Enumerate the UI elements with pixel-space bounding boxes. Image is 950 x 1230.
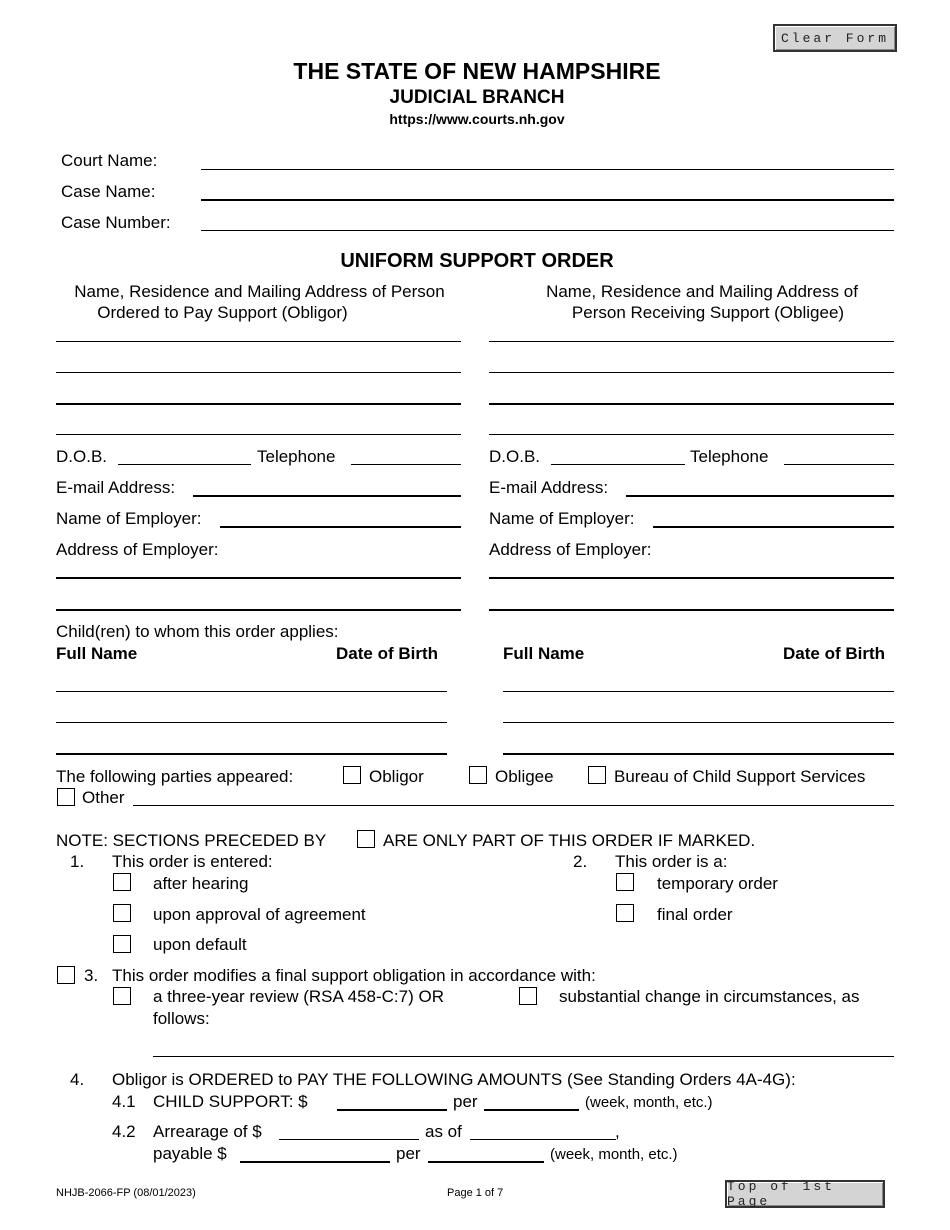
arrearage-label: Arrearage of $ <box>153 1122 262 1141</box>
case-number-label: Case Number: <box>61 213 171 232</box>
children-dob-header: Date of Birth <box>336 644 438 663</box>
note-text: NOTE: SECTIONS PRECEDED BY <box>56 831 327 850</box>
obligor-telephone-label: Telephone <box>257 447 336 466</box>
other-appeared-label: Other <box>82 788 125 807</box>
child-line[interactable] <box>56 722 447 723</box>
other-appeared-field[interactable] <box>133 805 894 806</box>
child-line[interactable] <box>56 691 447 692</box>
obligor-email-label: E-mail Address: <box>56 478 176 497</box>
payable-label: payable $ <box>153 1144 227 1163</box>
child-line[interactable] <box>503 753 894 755</box>
obligor-dob-label: D.O.B. <box>56 447 108 466</box>
form-title: UNIFORM SUPPORT ORDER <box>340 250 614 272</box>
case-number-field[interactable] <box>201 230 894 231</box>
child-support-label: CHILD SUPPORT: $ <box>153 1092 308 1111</box>
approval-agreement-label: upon approval of agreement <box>153 905 366 924</box>
obligor-employer-label: Name of Employer: <box>56 509 202 528</box>
section-3-number: 3. <box>84 966 99 985</box>
obligee-heading: Name, Residence and Mailing Address of <box>546 282 858 301</box>
section-1-title: This order is entered: <box>112 852 273 871</box>
obligee-employer-field[interactable] <box>653 526 894 528</box>
obligor-address-line[interactable] <box>56 434 461 435</box>
final-order-checkbox[interactable] <box>616 904 634 922</box>
obligor-appeared-checkbox[interactable] <box>343 766 361 784</box>
three-year-review-label: a three-year review (RSA 458-C:7) OR <box>153 987 444 1006</box>
appeared-label: The following parties appeared: <box>56 767 294 786</box>
form-id: NHJB-2066-FP (08/01/2023) <box>56 1187 196 1199</box>
note-checkbox-sample-icon <box>357 830 375 848</box>
clear-form-button[interactable]: Clear Form <box>773 24 897 52</box>
child-support-period-hint: (week, month, etc.) <box>585 1094 713 1111</box>
substantial-change-label: substantial change in circumstances, as <box>559 987 860 1006</box>
obligee-appeared-checkbox[interactable] <box>469 766 487 784</box>
payable-period-hint: (week, month, etc.) <box>550 1146 678 1163</box>
three-year-review-label-cont: follows: <box>153 1009 210 1028</box>
obligor-email-field[interactable] <box>193 495 461 497</box>
case-name-field[interactable] <box>201 199 894 201</box>
arrearage-amount-field[interactable] <box>279 1139 419 1140</box>
children-intro: Child(ren) to whom this order applies: <box>56 622 339 641</box>
obligee-address-line[interactable] <box>489 372 894 373</box>
payable-amount-field[interactable] <box>240 1161 390 1163</box>
obligee-email-field[interactable] <box>626 495 894 497</box>
court-url[interactable]: https://www.courts.nh.gov <box>389 111 565 127</box>
obligor-address-line[interactable] <box>56 372 461 373</box>
upon-default-checkbox[interactable] <box>113 935 131 953</box>
section-3-title: This order modifies a final support obligation in accordance with: <box>112 966 596 985</box>
obligee-employer-address-line[interactable] <box>489 577 894 579</box>
section-4-number: 4. <box>70 1070 85 1089</box>
obligee-employer-address-line[interactable] <box>489 609 894 611</box>
payable-per-label: per <box>396 1144 421 1163</box>
arrearage-as-of-label: as of <box>425 1122 462 1141</box>
child-support-amount-field[interactable] <box>337 1109 447 1111</box>
obligor-employer-address-label: Address of Employer: <box>56 540 219 559</box>
branch-title: JUDICIAL BRANCH <box>389 87 565 108</box>
obligor-address-line[interactable] <box>56 341 461 342</box>
obligee-address-line[interactable] <box>489 434 894 435</box>
obligee-address-line[interactable] <box>489 403 894 405</box>
section-3-checkbox[interactable] <box>57 966 75 984</box>
children-dob-header: Date of Birth <box>783 644 885 663</box>
obligee-telephone-field[interactable] <box>784 464 894 465</box>
obligor-employer-address-line[interactable] <box>56 577 461 579</box>
note-text-after: ARE ONLY PART OF THIS ORDER IF MARKED. <box>383 831 756 850</box>
obligor-appeared-label: Obligor <box>369 767 424 786</box>
after-hearing-label: after hearing <box>153 874 249 893</box>
approval-agreement-checkbox[interactable] <box>113 904 131 922</box>
children-full-name-header: Full Name <box>56 644 138 663</box>
obligee-employer-label: Name of Employer: <box>489 509 635 528</box>
obligor-heading-2: Ordered to Pay Support (Obligor) <box>97 303 348 322</box>
child-line[interactable] <box>56 753 447 755</box>
section-4-1-number: 4.1 <box>112 1092 136 1111</box>
temporary-order-checkbox[interactable] <box>616 873 634 891</box>
obligee-employer-address-label: Address of Employer: <box>489 540 652 559</box>
bcss-appeared-label: Bureau of Child Support Services <box>614 767 866 786</box>
case-name-label: Case Name: <box>61 182 156 201</box>
top-of-first-page-button[interactable]: Top of 1st Page <box>725 1180 885 1208</box>
temporary-order-label: temporary order <box>657 874 778 893</box>
court-name-label: Court Name: <box>61 151 158 170</box>
section-4-title: Obligor is ORDERED to PAY THE FOLLOWING AMOUNTS (See Standing Orders 4A-4G): <box>112 1070 796 1089</box>
obligee-address-line[interactable] <box>489 341 894 342</box>
obligee-heading-2: Person Receiving Support (Obligee) <box>571 303 845 322</box>
child-line[interactable] <box>503 722 894 723</box>
three-year-review-checkbox[interactable] <box>113 987 131 1005</box>
section-2-title: This order is a: <box>615 852 728 871</box>
arrearage-date-field[interactable] <box>470 1139 616 1140</box>
obligor-dob-field[interactable] <box>118 464 251 465</box>
obligee-telephone-label: Telephone <box>690 447 769 466</box>
page-number: Page 1 of 7 <box>447 1187 504 1199</box>
obligor-telephone-field[interactable] <box>351 464 461 465</box>
state-title: THE STATE OF NEW HAMPSHIRE <box>293 58 661 84</box>
after-hearing-checkbox[interactable] <box>113 873 131 891</box>
child-support-per-label: per <box>453 1092 478 1111</box>
obligor-employer-address-line[interactable] <box>56 609 461 611</box>
obligee-dob-field[interactable] <box>551 464 685 465</box>
children-full-name-header: Full Name <box>503 644 585 663</box>
child-line[interactable] <box>503 691 894 692</box>
payable-period-field[interactable] <box>428 1161 544 1163</box>
child-support-period-field[interactable] <box>484 1109 579 1111</box>
section-3-follows-field[interactable] <box>153 1056 894 1057</box>
obligee-dob-label: D.O.B. <box>489 447 541 466</box>
arrearage-comma: , <box>615 1122 620 1141</box>
obligor-heading: Name, Residence and Mailing Address of Person <box>74 282 445 301</box>
obligor-employer-field[interactable] <box>220 526 461 528</box>
section-1-number: 1. <box>70 852 85 871</box>
upon-default-label: upon default <box>153 935 247 954</box>
court-name-field[interactable] <box>201 169 894 170</box>
final-order-label: final order <box>657 905 733 924</box>
section-4-2-number: 4.2 <box>112 1122 136 1141</box>
bcss-appeared-checkbox[interactable] <box>588 766 606 784</box>
section-2-number: 2. <box>573 852 588 871</box>
obligee-email-label: E-mail Address: <box>489 478 609 497</box>
obligee-appeared-label: Obligee <box>495 767 554 786</box>
obligor-address-line[interactable] <box>56 403 461 405</box>
substantial-change-checkbox[interactable] <box>519 987 537 1005</box>
other-appeared-checkbox[interactable] <box>57 788 75 806</box>
